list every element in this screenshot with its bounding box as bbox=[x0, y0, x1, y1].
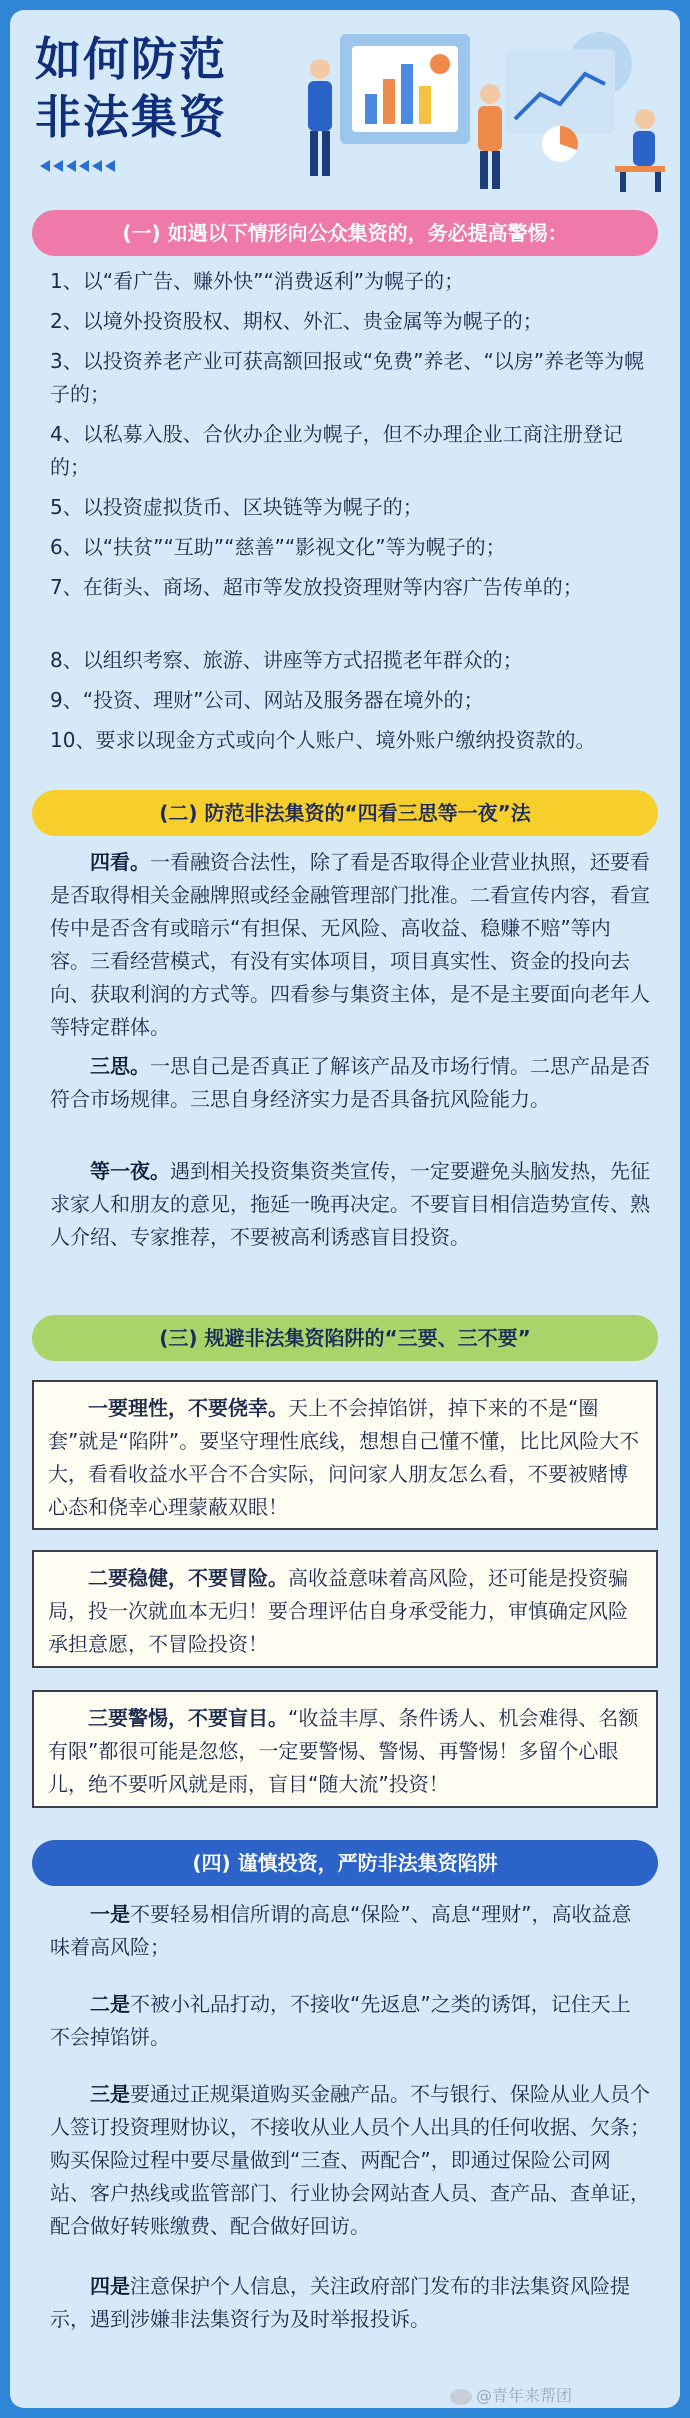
section-4-lead-3: 三是 bbox=[90, 2082, 130, 2106]
section-3-box-3-text bbox=[48, 1702, 642, 1801]
watermark bbox=[450, 2383, 572, 2406]
section-4-paragraph-2 bbox=[50, 1988, 650, 2054]
section-3-box-1 bbox=[32, 1380, 658, 1530]
section-2-lead-3: 等一夜。 bbox=[90, 1159, 170, 1183]
section-2-paragraph-1 bbox=[50, 846, 650, 1044]
section-3-box-1-text bbox=[48, 1392, 642, 1524]
section-4-paragraph-3 bbox=[50, 2078, 650, 2243]
section-1-item-10: 10、要求以现金方式或向个人账户、境外账户缴纳投资款的。 bbox=[50, 728, 596, 752]
section-4-heading: (四) 谨慎投资，严防非法集资陷阱 bbox=[32, 1840, 658, 1886]
watermark-text: @青年来帮团 bbox=[476, 2386, 573, 2405]
section-2-lead-1: 四看。 bbox=[90, 850, 150, 874]
section-4-lead-1: 一是 bbox=[90, 1902, 130, 1926]
section-2-paragraph-3 bbox=[50, 1155, 650, 1254]
section-3-box-1-body: 天上不会掉馅饼，掉下来的不是“圈套”就是“陷阱”。要坚守理性底线，想想自己懂不懂，比比风险大不大，看看收益水平合不合实际，问问家人朋友怎么看，不要被赌博心态和侥幸心理蒙蔽双眼！ bbox=[48, 1396, 640, 1519]
section-1-item-9: 9、“投资、理财”公司、网站及服务器在境外的； bbox=[50, 688, 484, 712]
section-2-text-1: 一看融资合法性，除了看是否取得企业营业执照，还要看是否取得相关金融牌照或经金融管理部门批准。二看宣传内容，看宣传中是否含有或暗示“有担保、无风险、高收益、稳赚不赔”等内容。三看经营模式，有没有实体项目，项目真实性、资金的投向去向、获取利润的方式等。四看参与集资主体，是不是主要面向老年人等特定群体。 bbox=[50, 850, 650, 1039]
section-3-box-2 bbox=[32, 1550, 658, 1668]
section-3-box-3-body: “收益丰厚、条件诱人、机会难得、名额有限”都很可能是忽悠，一定要警惕、警惕、再警惕！多留个心眼儿，绝不要听风就是雨，盲目“随大流”投资！ bbox=[48, 1706, 639, 1796]
section-3-box-1-lead: 一要理性，不要侥幸。 bbox=[88, 1396, 288, 1420]
poster-panel bbox=[10, 10, 680, 2408]
decorative-arrows-icon bbox=[40, 160, 115, 172]
section-1-item-7: 7、在街头、商场、超市等发放投资理财等内容广告传单的； bbox=[50, 575, 583, 599]
section-1-item-1: 1、以“看广告、赚外快”“消费返利”为幌子的； bbox=[50, 269, 465, 293]
section-2-paragraph-2 bbox=[50, 1050, 650, 1116]
title-line-2: 非法集资 bbox=[35, 90, 227, 144]
section-1-item-5: 5、以投资虚拟货币、区块链等为幌子的； bbox=[50, 495, 423, 519]
section-2-text-3: 遇到相关投资集资类宣传，一定要避免头脑发热，先征求家人和朋友的意见，拖延一晚再决定。不要盲目相信造势宣传、熟人介绍、专家推荐，不要被高利诱惑盲目投资。 bbox=[50, 1159, 650, 1249]
section-3-box-2-text bbox=[48, 1562, 642, 1661]
section-4-text-4: 注意保护个人信息，关注政府部门发布的非法集资风险提示，遇到涉嫌非法集资行为及时举报投诉。 bbox=[50, 2274, 630, 2331]
section-3-box-3 bbox=[32, 1690, 658, 1808]
section-3-box-2-body: 高收益意味着高风险，还可能是投资骗局，投一次就血本无归！要合理评估自身承受能力，审慎确定风险承担意愿，不冒险投资！ bbox=[48, 1566, 628, 1656]
section-1-item-8: 8、以组织考察、旅游、讲座等方式招揽老年群众的； bbox=[50, 648, 523, 672]
section-4-paragraph-1 bbox=[50, 1898, 650, 1964]
section-1-heading: (一) 如遇以下情形向公众集资的，务必提高警惕： bbox=[32, 210, 658, 256]
title-line-1: 如何防范 bbox=[35, 32, 227, 86]
section-2-lead-2: 三思。 bbox=[90, 1054, 150, 1078]
section-1-item-3: 3、以投资养老产业可获高额回报或“免费”养老、“以房”养老等为幌子的； bbox=[50, 349, 645, 406]
business-people-illustration bbox=[300, 24, 670, 194]
section-1-item-4: 4、以私募入股、合伙办企业为幌子，但不办理企业工商注册登记的； bbox=[50, 422, 623, 479]
page-title bbox=[35, 30, 227, 146]
section-1-item-2: 2、以境外投资股权、期权、外汇、贵金属等为幌子的； bbox=[50, 309, 543, 333]
weibo-logo-icon bbox=[450, 2389, 472, 2405]
header bbox=[10, 10, 680, 200]
section-1-item-6: 6、以“扶贫”“互助”“慈善”“影视文化”等为幌子的； bbox=[50, 535, 506, 559]
section-4-paragraph-4 bbox=[50, 2270, 650, 2336]
section-2-text-2: 一思自己是否真正了解该产品及市场行情。二思产品是否符合市场规律。三思自身经济实力是否具备抗风险能力。 bbox=[50, 1054, 650, 1111]
section-3-heading: (三) 规避非法集资陷阱的“三要、三不要” bbox=[32, 1315, 658, 1361]
section-4-text-3: 要通过正规渠道购买金融产品。不与银行、保险从业人员个人签订投资理财协议，不接收从业人员个人出具的任何收据、欠条；购买保险过程中要尽量做到“三查、两配合”，即通过保险公司网站、客户热线或监管部门、行业协会网站查人员、查产品、查单证，配合做好转账缴费、配合做好回访。 bbox=[50, 2082, 650, 2238]
section-4-lead-2: 二是 bbox=[90, 1992, 130, 2016]
section-3-box-3-lead: 三要警惕，不要盲目。 bbox=[88, 1706, 288, 1730]
section-4-text-1: 不要轻易相信所谓的高息“保险”、高息“理财”，高收益意味着高风险； bbox=[50, 1902, 632, 1959]
section-2-heading: (二) 防范非法集资的“四看三思等一夜”法 bbox=[32, 790, 658, 836]
section-4-text-2: 不被小礼品打动，不接收“先返息”之类的诱饵，记住天上不会掉馅饼。 bbox=[50, 1992, 631, 2049]
section-4-lead-4: 四是 bbox=[90, 2274, 130, 2298]
section-3-box-2-lead: 二要稳健，不要冒险。 bbox=[88, 1566, 288, 1590]
